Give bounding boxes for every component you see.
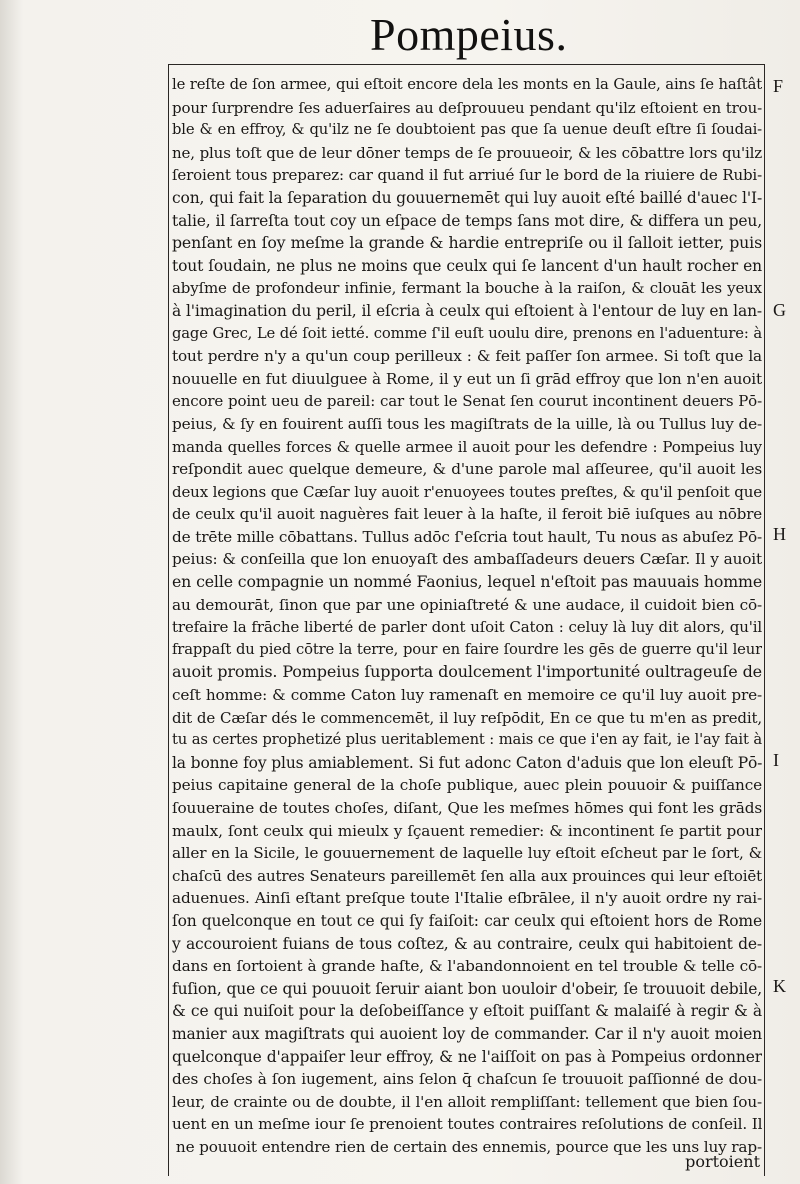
text-line: de trēte mille cōbattans. Tullus adōc ſ'eſcria tout hault, Tu nous as abuſez Pō- xyxy=(172,527,762,546)
text-line: chaſcū des autres Senateurs pareillemēt ſen alla aux prouinces qui leur eſtoiēt xyxy=(172,866,762,885)
marginal-letter-i: I xyxy=(773,750,779,770)
left-rule xyxy=(168,64,169,1176)
text-line: la bonne foy plus amiablement. Si fut adonc Caton d'aduis que lon eleuſt Pō- xyxy=(172,753,762,772)
text-line: ſeroient tous preparez: car quand il fut arriué ſur le bord de la riuiere de Rubi- xyxy=(172,166,762,185)
text-line: aller en la Sicile, le gouuernement de laquelle luy eſtoit eſcheut par le ſort, & xyxy=(172,844,762,863)
text-line: en celle compagnie un nommé Faonius, lequel n'eſtoit pas mauuais homme xyxy=(172,572,762,592)
text-line: & ce qui nuiſoit pour la deſobeiſſance y eſtoit puiſſant & malaiſé à regir & à xyxy=(172,1002,762,1021)
text-line: nouuelle en fut diuulguee à Rome, il y eut un ſi grād effroy que lon n'en auoit xyxy=(172,369,762,388)
text-line: tout perdre n'y a qu'un coup perilleux : & feit paſſer ſon armee. Si toſt que la xyxy=(172,347,762,366)
text-line: ble & en effroy, & qu'ilz ne ſe doubtoient pas que ſa uenue deuſt eſtre ſi ſoudai- xyxy=(172,121,762,139)
text-line: ſon quelconque en tout ce qui ſy faiſoit: car ceulx qui eſtoient hors de Rome xyxy=(172,911,762,930)
top-rule xyxy=(168,64,764,65)
gutter-shadow xyxy=(0,0,24,1184)
text-line: le reſte de ſon armee, qui eſtoit encore dela les monts en la Gaule, ains ſe haſtât xyxy=(172,76,762,93)
text-line: manda quelles forces & quelle armee il auoit pour les defendre : Pompeius luy xyxy=(172,437,762,456)
text-line: auoit promis. Pompeius ſupporta doulcement l'importunité oultrageuſe de xyxy=(172,662,762,682)
right-rule xyxy=(764,64,765,1176)
text-line: gage Grec, Le dé ſoit ietté. comme ſ'il euſt uoulu dire, prenons en l'aduenture: à xyxy=(172,324,762,342)
text-line: talie, il ſarreſta tout coy un eſpace de temps ſans mot dire, & differa un peu, xyxy=(172,211,762,230)
text-line: con, qui fait la ſeparation du gouuernemēt qui luy auoit eſté baillé d'auec l'I- xyxy=(172,188,762,207)
text-line: uent en un meſme iour ſe prenoient toutes contraires reſolutions de conſeil. Il xyxy=(172,1115,762,1134)
text-line: ceſt homme: & comme Caton luy ramenaſt en memoire ce qu'il luy auoit pre- xyxy=(172,686,762,705)
text-line: fuſion, que ce qui pouuoit ſeruir aiant bon uouloir d'obeir, ſe trouuoit debile, xyxy=(172,979,762,998)
text-line: deux legions que Cæſar luy auoit r'enuoyees toutes preſtes, & qu'il penſoit que xyxy=(172,482,762,501)
text-line: pour ſurprendre ſes aduerſaires au deſprouueu pendant qu'ilz eſtoient en trou- xyxy=(172,98,762,117)
catchword: portoient xyxy=(685,1152,760,1171)
text-line: dans en ſortoient à grande haſte, & l'abandonnoient en tel trouble & telle cō- xyxy=(172,957,762,976)
marginal-letter-g: G xyxy=(773,300,786,320)
text-line: encore point ueu de pareil: car tout le Senat ſen courut incontinent deuers Pō- xyxy=(172,392,762,411)
text-line: reſpondit auec quelque demeure, & d'une parole mal aſſeuree, qu'il auoit les xyxy=(172,460,762,479)
body-text xyxy=(172,74,762,1159)
text-line: de ceulx qu'il auoit naguères fait leuer à la haſte, il feroit biē iuſques au nōbre xyxy=(172,505,762,524)
text-line: tu as certes prophetizé plus ueritablement : mais ce que i'en ay fait, ie l'ay fait à xyxy=(172,731,762,749)
text-line: trefaire la frāche liberté de parler dont uſoit Caton : celuy là luy dit alors, qu'il xyxy=(172,618,762,637)
text-line: leur, de crainte ou de doubte, il l'en alloit rempliſſant: tellement que bien ſou- xyxy=(172,1092,762,1111)
text-line: frappaſt du pied cōtre la terre, pour en faire ſourdre les gēs de guerre qu'il leur xyxy=(172,640,762,658)
text-line: peius capitaine general de la choſe publique, auec plein pouuoir & puiſſance xyxy=(172,776,762,795)
text-line: au demourāt, ſinon que par une opiniaſtreté & une audace, il cuidoit bien cō- xyxy=(172,595,762,614)
text-line: y accouroient fuians de tous coſtez, & au contraire, ceulx qui habitoient de- xyxy=(172,934,762,953)
text-line: des choſes à ſon iugement, ains ſelon q̄ chaſcun ſe trouuoit paſſionné de dou- xyxy=(172,1070,762,1089)
text-line: aduenues. Ainſi eſtant preſque toute l'Italie eſbrālee, il n'y auoit ordre ny rai- xyxy=(172,889,762,908)
text-line: à l'imagination du peril, il eſcria à ceulx qui eſtoient à l'entour de luy en lan- xyxy=(172,301,762,320)
text-line: ſouueraine de toutes choſes, diſant, Que les meſmes hōmes qui font les grāds xyxy=(172,799,762,817)
text-line: ne, plus toſt que de leur dōner temps de ſe prouueoir, & les cōbattre lors qu'ilz xyxy=(172,143,762,162)
text-line: maulx, ſont ceulx qui mieulx y ſçauent remedier: & incontinent ſe partit pour xyxy=(172,821,762,840)
running-title: Pompeius. xyxy=(370,9,568,60)
text-line: peius: & conſeilla que lon enuoyaſt des ambaſſadeurs deuers Cæſar. Il y auoit xyxy=(172,550,762,569)
text-line: peius, & ſy en fouirent auſſi tous les magiſtrats de la uille, là ou Tullus luy de- xyxy=(172,414,762,433)
marginal-letter-k: K xyxy=(773,976,786,996)
text-line: abyſme de profondeur infinie, fermant la bouche à la raiſon, & clouāt les yeux xyxy=(172,279,762,298)
text-line: manier aux magiſtrats qui auoient loy de commander. Car il n'y auoit moien xyxy=(172,1024,762,1043)
text-line: dit de Cæſar dés le commencemēt, il luy reſpōdit, En ce que tu m'en as predit, xyxy=(172,708,762,727)
text-line: ne pouuoit entendre rien de certain des ennemis, pource que les uns luy rap- xyxy=(175,1137,762,1156)
text-line: tout ſoudain, ne plus ne moins que ceulx qui ſe lancent d'un hault rocher en xyxy=(172,256,762,275)
text-line: penſant en ſoy meſme la grande & hardie entrepriſe ou il ſalloit ietter, puis xyxy=(172,233,762,253)
marginal-letter-f: F xyxy=(773,76,784,96)
text-line: quelconque d'appaiſer leur effroy, & ne l'aiſſoit on pas à Pompeius ordonner xyxy=(172,1047,762,1066)
marginal-letter-h: H xyxy=(773,524,786,544)
